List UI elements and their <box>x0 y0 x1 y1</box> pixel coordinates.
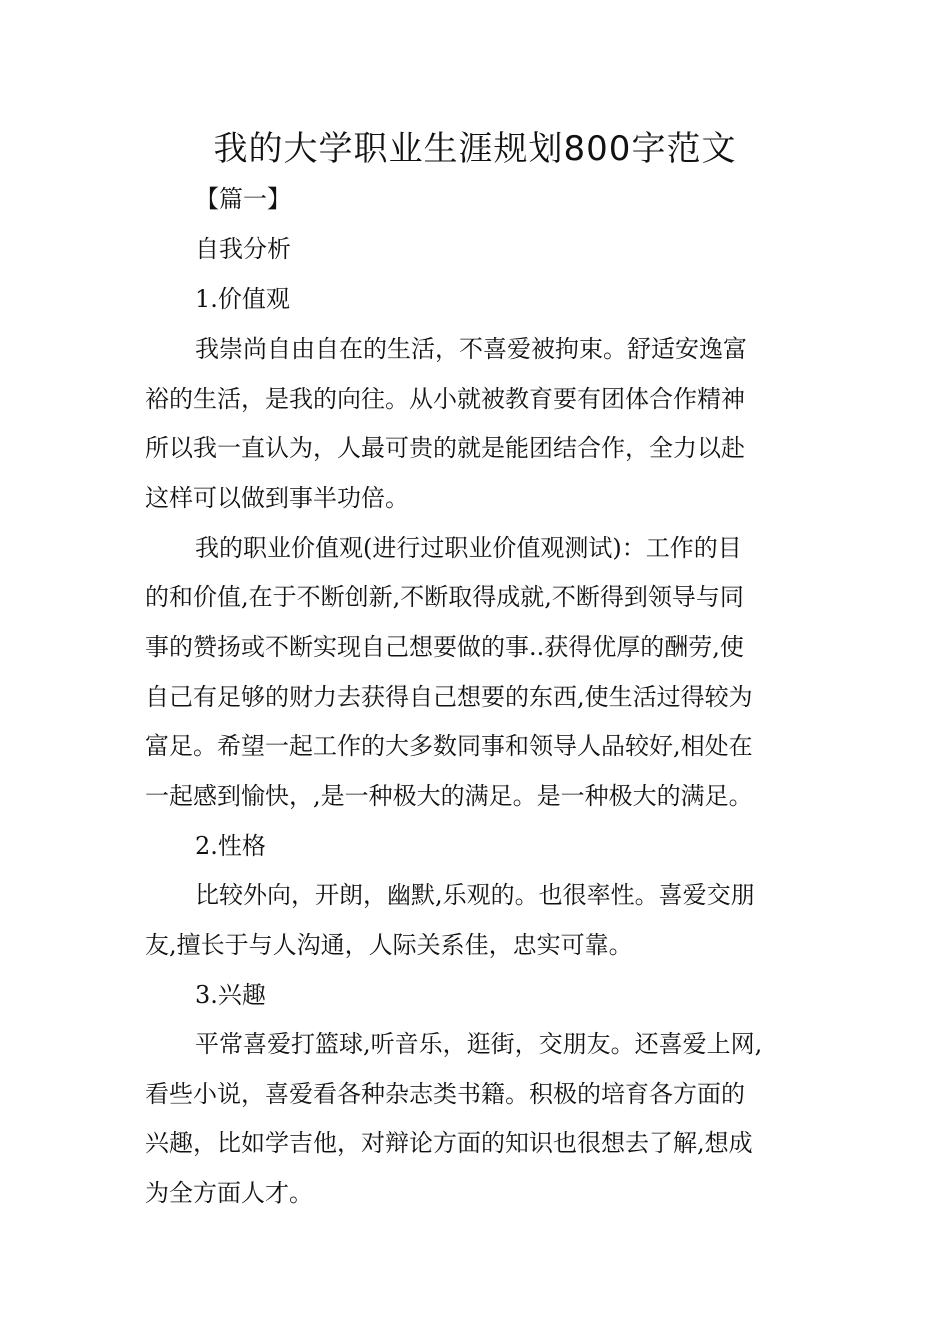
personality-paragraph-line: 友,擅长于与人沟通，人际关系佳，忠实可靠。 <box>145 931 633 959</box>
heading-values: 1.价值观 <box>195 285 290 313</box>
values-paragraph-1-line: 所以我一直认为，人最可贵的就是能团结合作，全力以赴 <box>145 434 745 462</box>
values-paragraph-1-line: 我崇尚自由自在的生活，不喜爱被拘束。舒适安逸富 <box>195 335 747 363</box>
heading-interests: 3.兴趣 <box>195 981 266 1009</box>
interests-paragraph-line: 为全方面人才。 <box>145 1179 313 1207</box>
personality-paragraph-line: 比较外向，开朗，幽默,乐观的。也很率性。喜爱交朋 <box>195 881 755 909</box>
values-paragraph-2-line: 我的职业价值观(进行过职业价值观测试)：工作的目 <box>195 534 742 562</box>
part-label: 【篇一】 <box>195 185 291 213</box>
values-paragraph-2-line: 一起感到愉快，,是一种极大的满足。是一种极大的满足。 <box>145 782 753 810</box>
interests-paragraph-line: 兴趣，比如学吉他，对辩论方面的知识也很想去了解,想成 <box>145 1129 753 1157</box>
values-paragraph-2-line: 事的赞扬或不断实现自己想要做的事..获得优厚的酬劳,使 <box>145 633 744 661</box>
heading-personality: 2.性格 <box>195 832 266 860</box>
values-paragraph-1-line: 裕的生活，是我的向往。从小就被教育要有团体合作精神 <box>145 385 745 413</box>
interests-paragraph-line: 看些小说，喜爱看各种杂志类书籍。积极的培育各方面的 <box>145 1080 745 1108</box>
document-title: 我的大学职业生涯规划800字范文 <box>213 129 737 169</box>
values-paragraph-2-line: 富足。希望一起工作的大多数同事和领导人品较好,相处在 <box>145 732 753 760</box>
heading-self-analysis: 自我分析 <box>195 235 291 263</box>
values-paragraph-1-line: 这样可以做到事半功倍。 <box>145 484 409 512</box>
values-paragraph-2-line: 自己有足够的财力去获得自己想要的东西,使生活过得较为 <box>145 683 753 711</box>
interests-paragraph-line: 平常喜爱打篮球,听音乐，逛街，交朋友。还喜爱上网, <box>195 1030 763 1058</box>
values-paragraph-2-line: 的和价值,在于不断创新,不断取得成就,不断得到领导与同 <box>145 583 744 611</box>
